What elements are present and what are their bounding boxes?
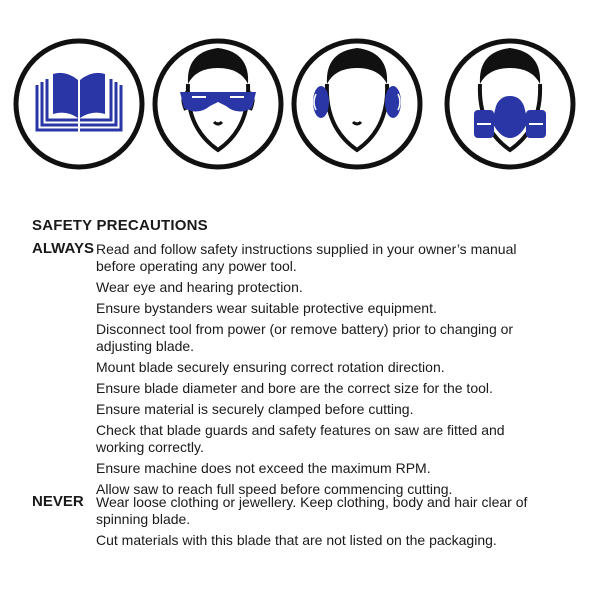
always-item: Ensure bystanders wear suitable protective equipment.	[96, 300, 437, 316]
always-item: Ensure material is securely clamped before cutting.	[96, 401, 414, 417]
safety-icon-row	[0, 0, 600, 200]
always-item: Allow saw to reach full speed before commencing cutting.	[96, 481, 453, 497]
always-list	[96, 241, 546, 502]
never-item: Cut materials with this blade that are not listed on the packaging.	[96, 532, 497, 548]
always-item: Ensure blade diameter and bore are the correct size for the tool.	[96, 380, 493, 396]
always-label: ALWAYS	[32, 240, 94, 257]
never-item: Wear loose clothing or jewellery. Keep clothing, body and hair clear of spinning blade.	[96, 494, 528, 527]
always-item: Read and follow safety instructions supplied in your owner’s manual before operating any power tool.	[96, 241, 517, 274]
never-label: NEVER	[32, 493, 84, 510]
never-list	[96, 494, 546, 553]
hearing-protection-icon	[294, 41, 420, 167]
always-item: Ensure machine does not exceed the maximum RPM.	[96, 460, 431, 476]
always-item: Check that blade guards and safety features on saw are fitted and working correctly.	[96, 422, 505, 455]
manual-book-icon	[16, 41, 142, 167]
eye-protection-icon	[155, 41, 281, 167]
respirator-mask-icon	[447, 41, 573, 167]
safety-precautions-heading: SAFETY PRECAUTIONS	[32, 217, 208, 234]
always-item: Wear eye and hearing protection.	[96, 279, 303, 295]
always-item: Disconnect tool from power (or remove battery) prior to changing or adjusting blade.	[96, 321, 514, 354]
always-item: Mount blade securely ensuring correct rotation direction.	[96, 359, 445, 375]
